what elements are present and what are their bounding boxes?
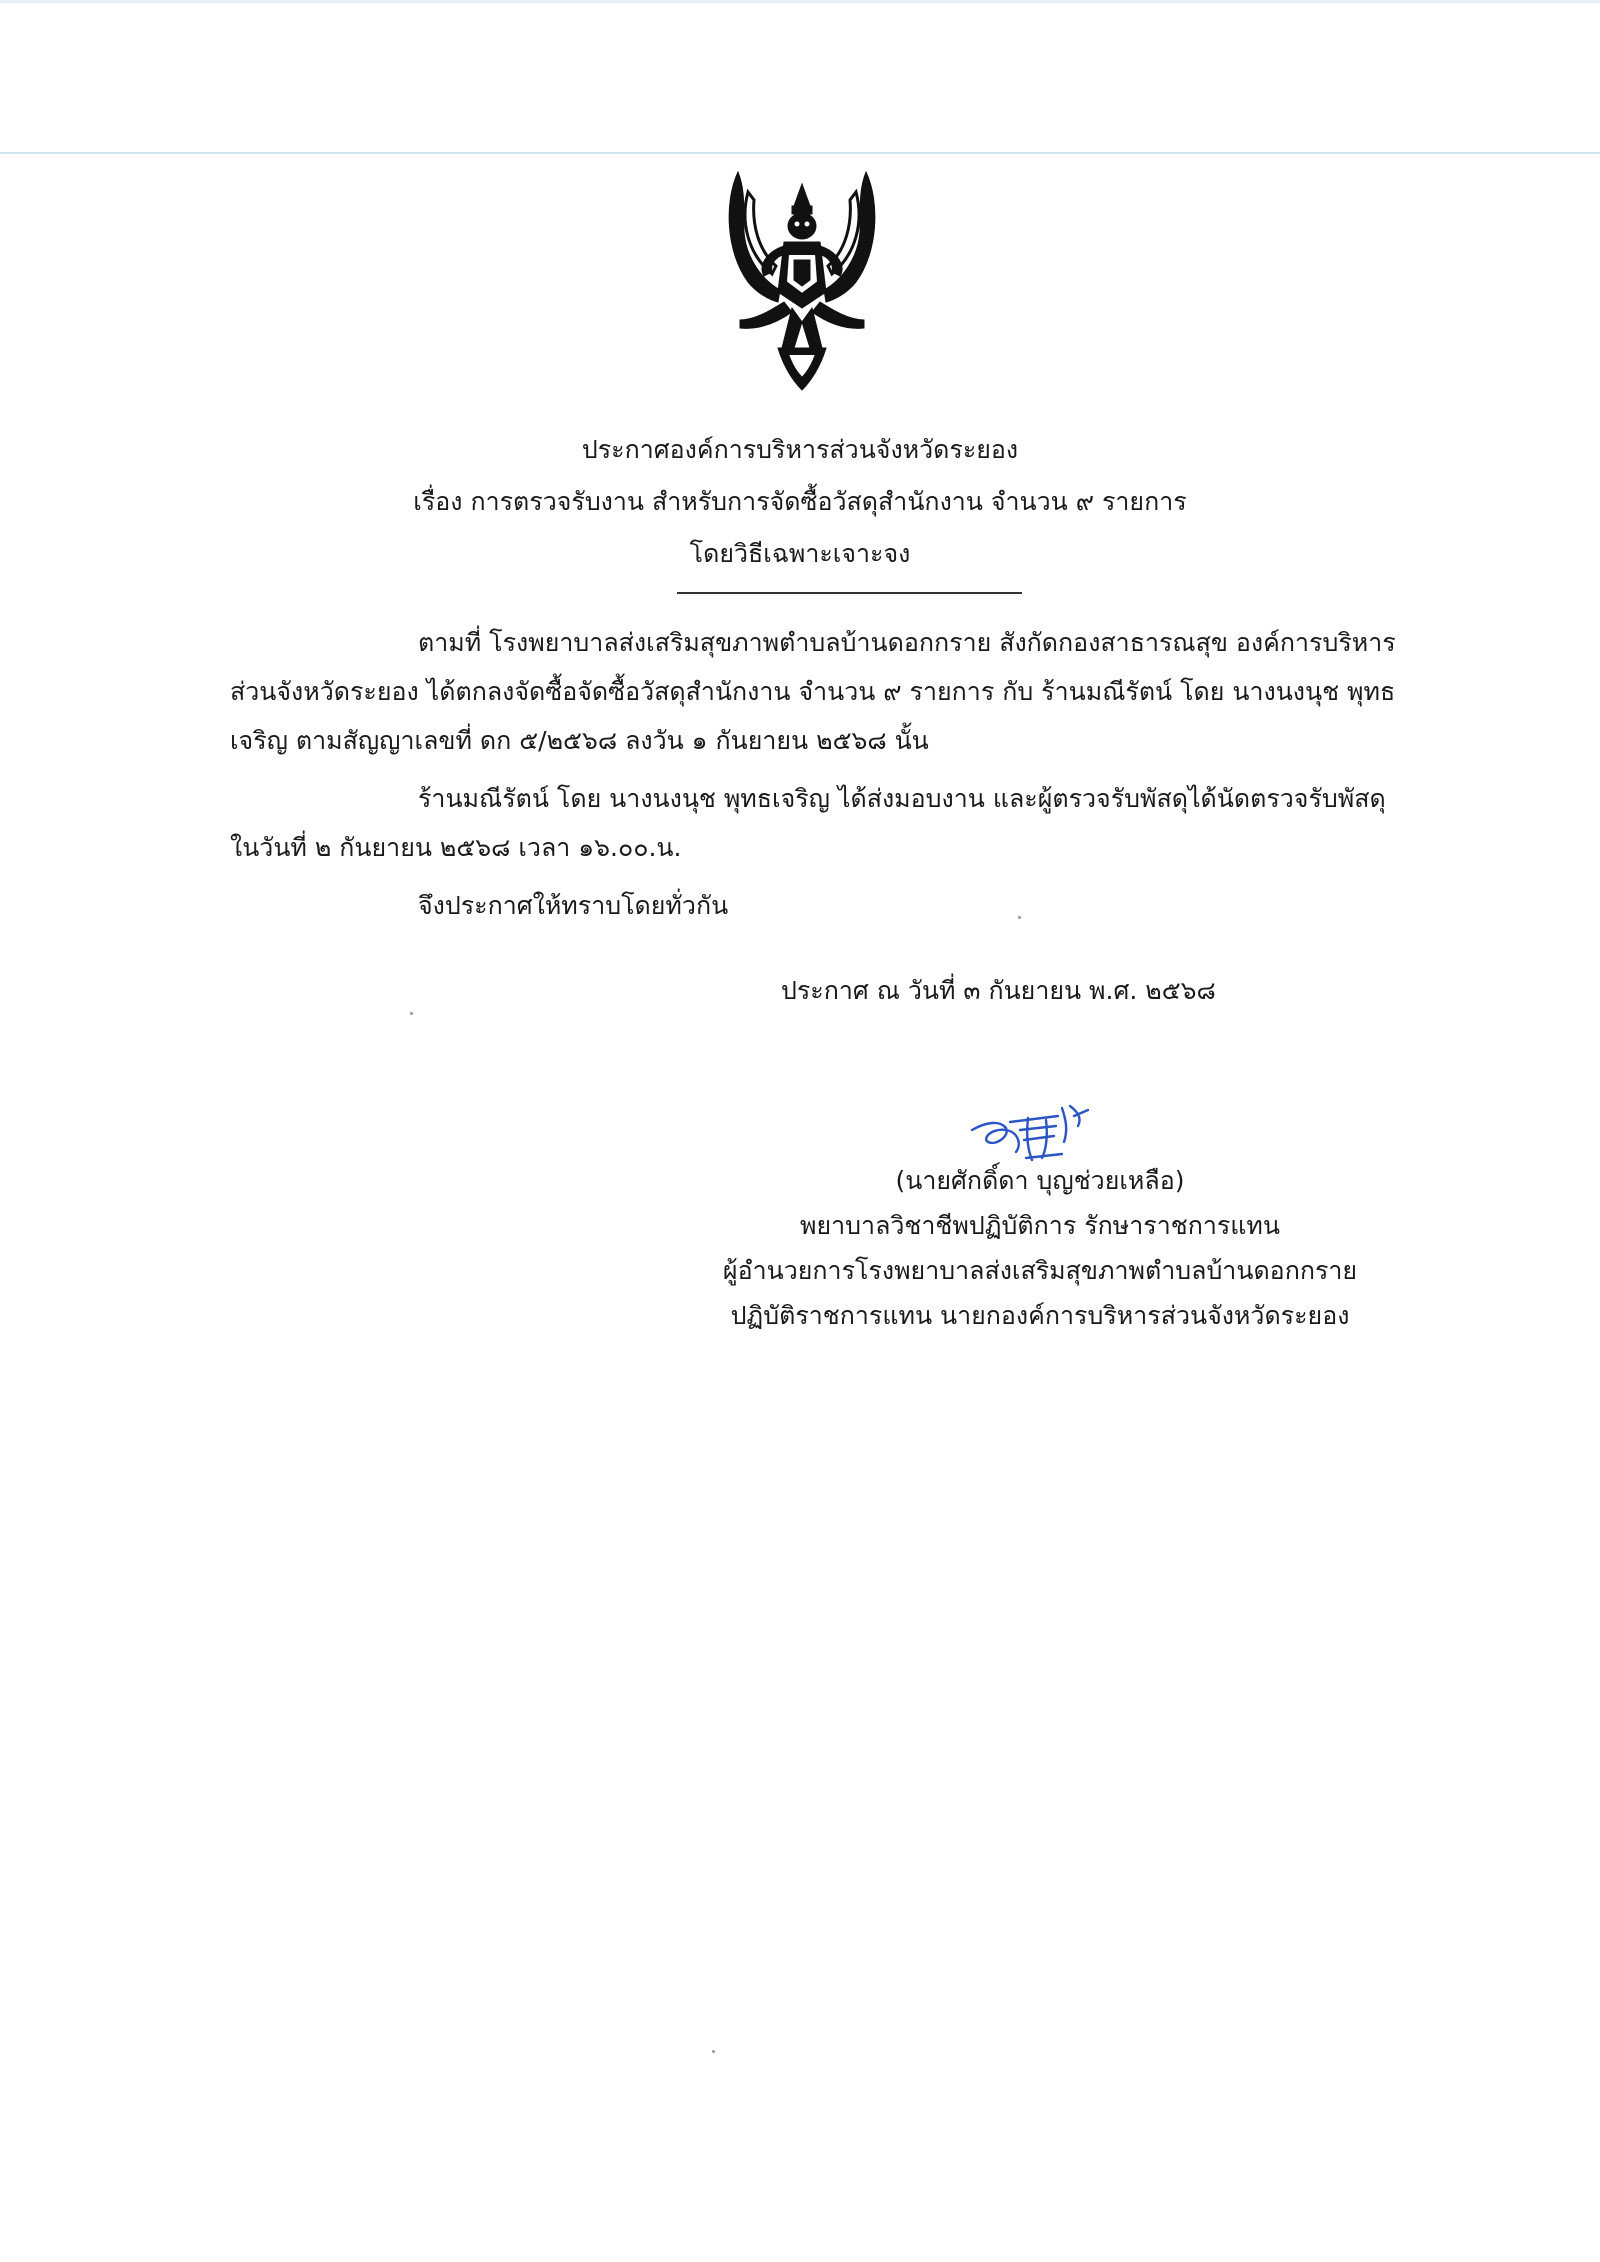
title-line-1: ประกาศองค์การบริหารส่วนจังหวัดระยอง <box>581 435 1019 464</box>
scan-speck <box>1018 916 1021 919</box>
para1-line-1: ตามที่ โรงพยาบาลส่งเสริมสุขภาพตำบลบ้านดอกกราย สังกัดกองสาธารณสุข องค์การบริหาร <box>418 628 1396 657</box>
para1-line-3: เจริญ ตามสัญญาเลขที่ ดก ๕/๒๕๖๘ ลงวัน ๑ กันยายน ๒๕๖๘ นั้น <box>230 726 929 755</box>
scan-header-line <box>0 152 1600 154</box>
announcement-date: ประกาศ ณ วันที่ ๓ กันยายน พ.ศ. ๒๕๖๘ <box>781 976 1216 1005</box>
signatory-block <box>600 1158 1480 1338</box>
scan-speck <box>712 2050 715 2053</box>
para2-line-2: ในวันที่ ๒ กันยายน ๒๕๖๘ เวลา ๑๖.๐๐.น. <box>230 833 682 862</box>
signatory-name: (นายศักดิ์ดา บุญช่วยเหลือ) <box>895 1166 1185 1195</box>
title-line-2: เรื่อง การตรวจรับงาน สำหรับการจัดซื้อวัสดุสำนักงาน จำนวน ๙ รายการ <box>413 487 1187 516</box>
para2-line-1: ร้านมณีรัตน์ โดย นางนงนุช พุทธเจริญ ได้ส่งมอบงาน และผู้ตรวจรับพัสดุได้นัดตรวจรับพัสดุ <box>418 784 1386 813</box>
title-line-3: โดยวิธีเฉพาะเจาะจง <box>689 539 911 568</box>
title-divider <box>677 592 1022 594</box>
signatory-position-3: ปฏิบัติราชการแทน นายกองค์การบริหารส่วนจังหวัดระยอง <box>730 1301 1350 1330</box>
garuda-emblem-icon <box>718 162 886 394</box>
scan-top-edge <box>0 0 1600 3</box>
para1-line-2: ส่วนจังหวัดระยอง ได้ตกลงจัดซื้อจัดซื้อวัสดุสำนักงาน จำนวน ๙ รายการ กับ ร้านมณีรัตน์ โดย นางนงนุช พุทธ <box>230 677 1396 706</box>
signatory-position-1: พยาบาลวิชาชีพปฏิบัติการ รักษาราชการแทน <box>800 1211 1280 1240</box>
scan-speck <box>410 1012 413 1015</box>
signatory-position-2: ผู้อำนวยการโรงพยาบาลส่งเสริมสุขภาพตำบลบ้านดอกกราย <box>722 1256 1358 1285</box>
para3-closing: จึงประกาศให้ทราบโดยทั่วกัน <box>418 891 729 920</box>
announcement-title <box>0 424 1600 580</box>
